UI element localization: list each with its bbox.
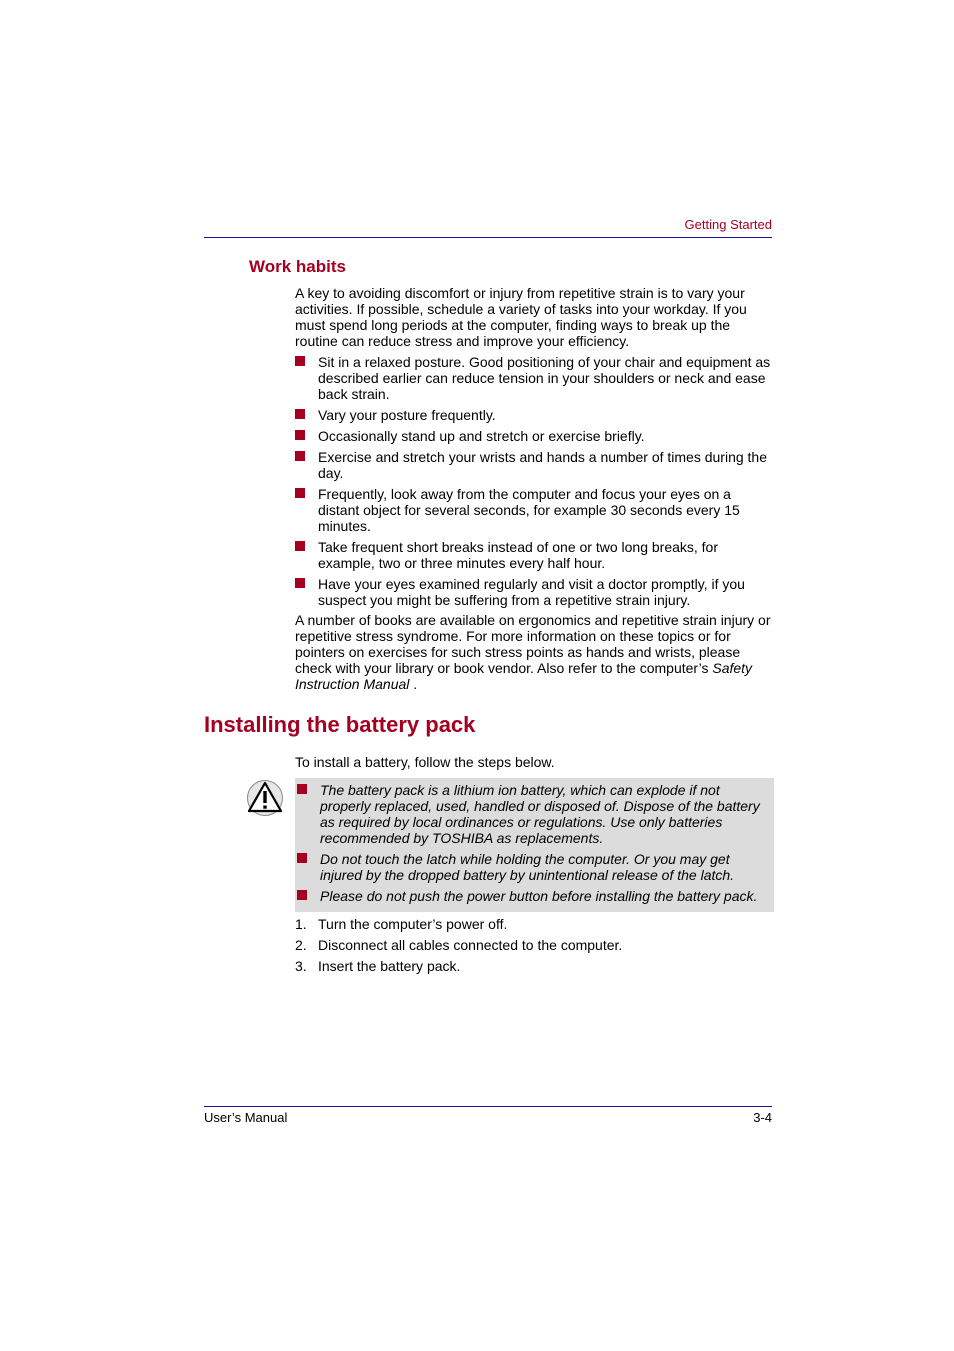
square-bullet-icon <box>295 578 305 588</box>
warning-item: The battery pack is a lithium ion battery, which can explode if not properly replaced, used, handled or disposed of. Dispose of the battery as required by local ordinances or regulations. Use only batteries recommended by TOSHIBA as replacements. <box>295 782 774 846</box>
list-item: Frequently, look away from the computer and focus your eyes on a distant object for several seconds, for example 30 seconds every 15 minutes. <box>295 486 773 534</box>
install-steps <box>295 916 622 979</box>
step-item: 2. Disconnect all cables connected to the computer. <box>295 937 623 953</box>
battery-heading: Installing the battery pack <box>204 712 476 737</box>
square-bullet-icon <box>295 409 305 419</box>
warning-triangle-icon <box>246 779 284 817</box>
header-rule <box>204 237 772 238</box>
square-bullet-icon <box>295 356 305 366</box>
square-bullet-icon <box>297 853 307 863</box>
square-bullet-icon <box>295 451 305 461</box>
battery-intro: To install a battery, follow the steps below. <box>295 754 555 770</box>
warning-item: Do not touch the latch while holding the computer. Or you may get injured by the dropped battery by unintentional release of the latch. <box>295 851 774 883</box>
square-bullet-icon <box>297 784 307 794</box>
work-habits-intro: A key to avoiding discomfort or injury from repetitive strain is to vary your activities. If possible, schedule a variety of tasks into your workday. If you must spend long periods at the computer, finding ways to break up the routine can reduce stress and improve your efficiency. <box>295 285 747 349</box>
manual-title: Safety Instruction Manual <box>295 660 753 692</box>
list-item: Exercise and stretch your wrists and hands a number of times during the day. <box>295 449 773 481</box>
warning-box <box>295 778 774 912</box>
footer-rule <box>204 1106 772 1107</box>
square-bullet-icon <box>295 541 305 551</box>
list-item: Occasionally stand up and stretch or exercise briefly. <box>295 428 773 444</box>
list-item: Vary your posture frequently. <box>295 407 773 423</box>
page-number: 3-4 <box>753 1110 772 1125</box>
footer-manual-title: User’s Manual <box>204 1110 288 1125</box>
step-item: 3. Insert the battery pack. <box>295 958 461 974</box>
work-habits-list <box>295 354 773 613</box>
list-item: Have your eyes examined regularly and visit a doctor promptly, if you suspect you might be suffering from a repetitive strain injury. <box>295 576 773 608</box>
square-bullet-icon <box>295 488 305 498</box>
list-item: Take frequent short breaks instead of one or two long breaks, for example, two or three minutes every half hour. <box>295 539 773 571</box>
work-habits-heading: Work habits <box>249 257 346 276</box>
work-habits-closing: A number of books are available on ergonomics and repetitive strain injury or repetitive stress syndrome. For more information on these topics or for pointers on exercises for such stress points as hands and wrists, please check with your library or book vendor. Also refer to the computer’s Safety Instruction Manual . <box>295 612 771 692</box>
square-bullet-icon <box>295 430 305 440</box>
step-item: 1. Turn the computer’s power off. <box>295 916 508 932</box>
running-header: Getting Started <box>684 217 772 232</box>
square-bullet-icon <box>297 890 307 900</box>
warning-item: Please do not push the power button before installing the battery pack. <box>295 888 774 904</box>
list-item: Sit in a relaxed posture. Good positioning of your chair and equipment as described earlier can reduce tension in your shoulders or neck and ease back strain. <box>295 354 773 402</box>
